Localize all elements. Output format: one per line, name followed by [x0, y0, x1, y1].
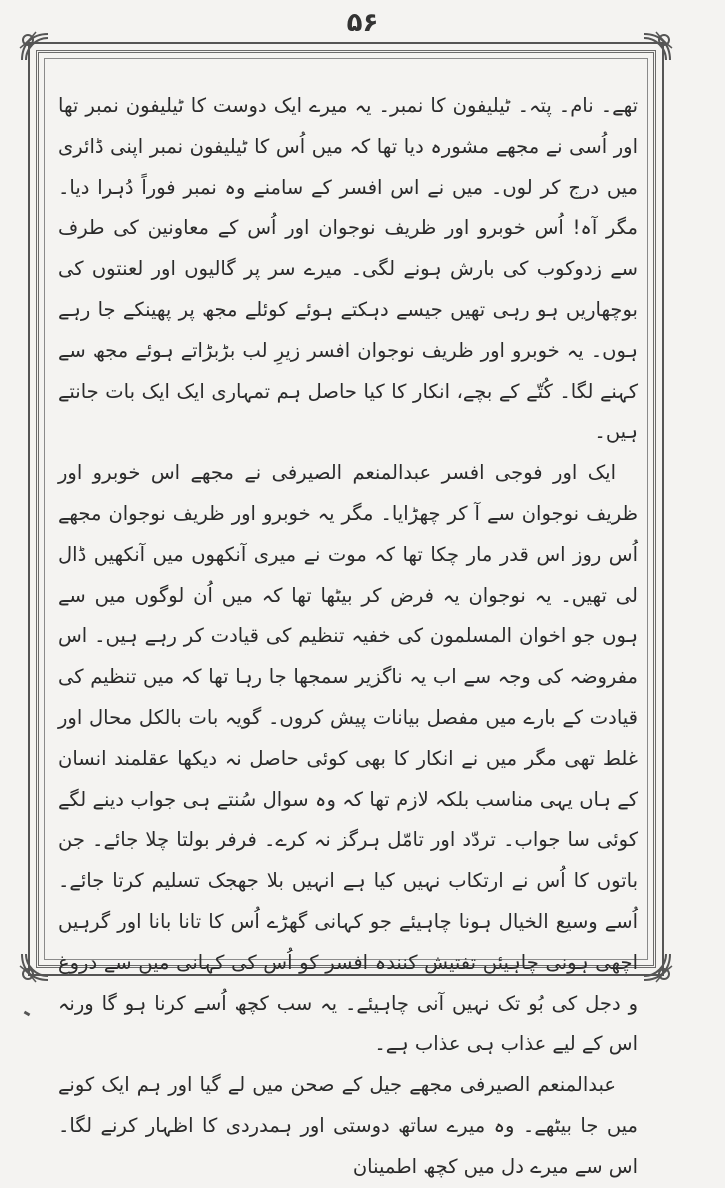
corner-ornament-icon: [18, 30, 52, 64]
paragraph: تھے۔ نام۔ پتہ۔ ٹیلیفون کا نمبر۔ یہ میرے ایک دوست کا ٹیلیفون نمبر تھا اور اُسی نے مجھے مشورہ دیا تھا کہ میں اُس کا ٹیلیفون نمبر اپنی ڈائری میں درج کر لوں۔ میں نے اس افسر کے سامنے وہ نمبر فوراً دُہرا دیا۔ مگر آہ! اُس خوبرو اور ظریف نوجوان اور اُس کے معاونین کی طرف سے زدوکوب کی بارش ہونے لگی۔ میرے سر پر گالیوں اور لعنتوں کی بوچھاریں ہو رہی تھیں جیسے دہکتے ہوئے کوئلے مجھ پر پھینکے جا رہے ہوں۔ یہ خوبرو اور ظریف نوجوان افسر زیرِ لب بڑبڑاتے ہوئے مجھ سے کہنے لگا۔ کُتّے کے بچے، انکار کا کیا حاصل ہم تمہاری ایک ایک بات جانتے ہیں۔: [58, 94, 638, 444]
scan-speck: [24, 1011, 31, 1017]
paragraph: ایک اور فوجی افسر عبدالمنعم الصیرفی نے مجھے اس خوبرو اور ظریف نوجوان سے آ کر چھڑایا۔ مگر یہ خوبرو اور ظریف نوجوان مجھے اُس روز اس قدر مار چکا تھا کہ موت نے میری آنکھوں میں آنکھیں ڈال لی تھیں۔ یہ نوجوان یہ فرض کر بیٹھا تھا کہ میں اُن لوگوں میں سے ہوں جو اخوان المسلمون کی خفیہ تنظیم کی قیادت کر رہے ہیں۔ اس مفروضہ کی وجہ سے اب یہ ناگزیر سمجھا جا رہا تھا کہ میں تنظیم کی قیادت کے بارے میں مفصل بیانات پیش کروں۔ گویہ بات بالکل محال اور غلط تھی مگر میں نے انکار کا بھی کوئی حاصل نہ دیکھا عقلمند انسان کے ہاں یہی مناسب بلکہ لازم تھا کہ وہ سوال سُنتے ہی جواب دینے لگے کوئی سا جواب۔ تردّد اور تامّل ہرگز نہ کرے۔ فرفر بولتا چلا جائے۔ جن باتوں کا اُس نے ارتکاب نہیں کیا ہے انہیں بلا جھجک تسلیم کرتا جائے۔ اُسے وسیع الخیال ہونا چاہیئے جو کہانی گھڑے اُس کا تانا بانا اور گرہیں اچھی ہونی چاہیئں تفتیش کنندہ افسر کو اُس کی کہانی میں سے دروغ و دجل کی بُو تک نہیں آنی چاہیئے۔ یہ سب کچھ اُسے کرنا ہو گا ورنہ اس کے لیے عذاب ہی عذاب ہے۔: [58, 461, 638, 1056]
paragraph: عبدالمنعم الصیرفی مجھے جیل کے صحن میں لے گیا اور ہم ایک کونے میں جا بیٹھے۔ وہ میرے ساتھ دوستی اور ہمدردی کا اظہار کرنے لگا۔ اس سے میرے دل میں کچھ اطمینان: [58, 1073, 638, 1178]
corner-ornament-icon: [640, 30, 674, 64]
corner-ornament-icon: [18, 950, 52, 984]
corner-ornament-icon: [640, 950, 674, 984]
body-text: [58, 86, 638, 1178]
page-number: ۵۶: [346, 8, 379, 38]
